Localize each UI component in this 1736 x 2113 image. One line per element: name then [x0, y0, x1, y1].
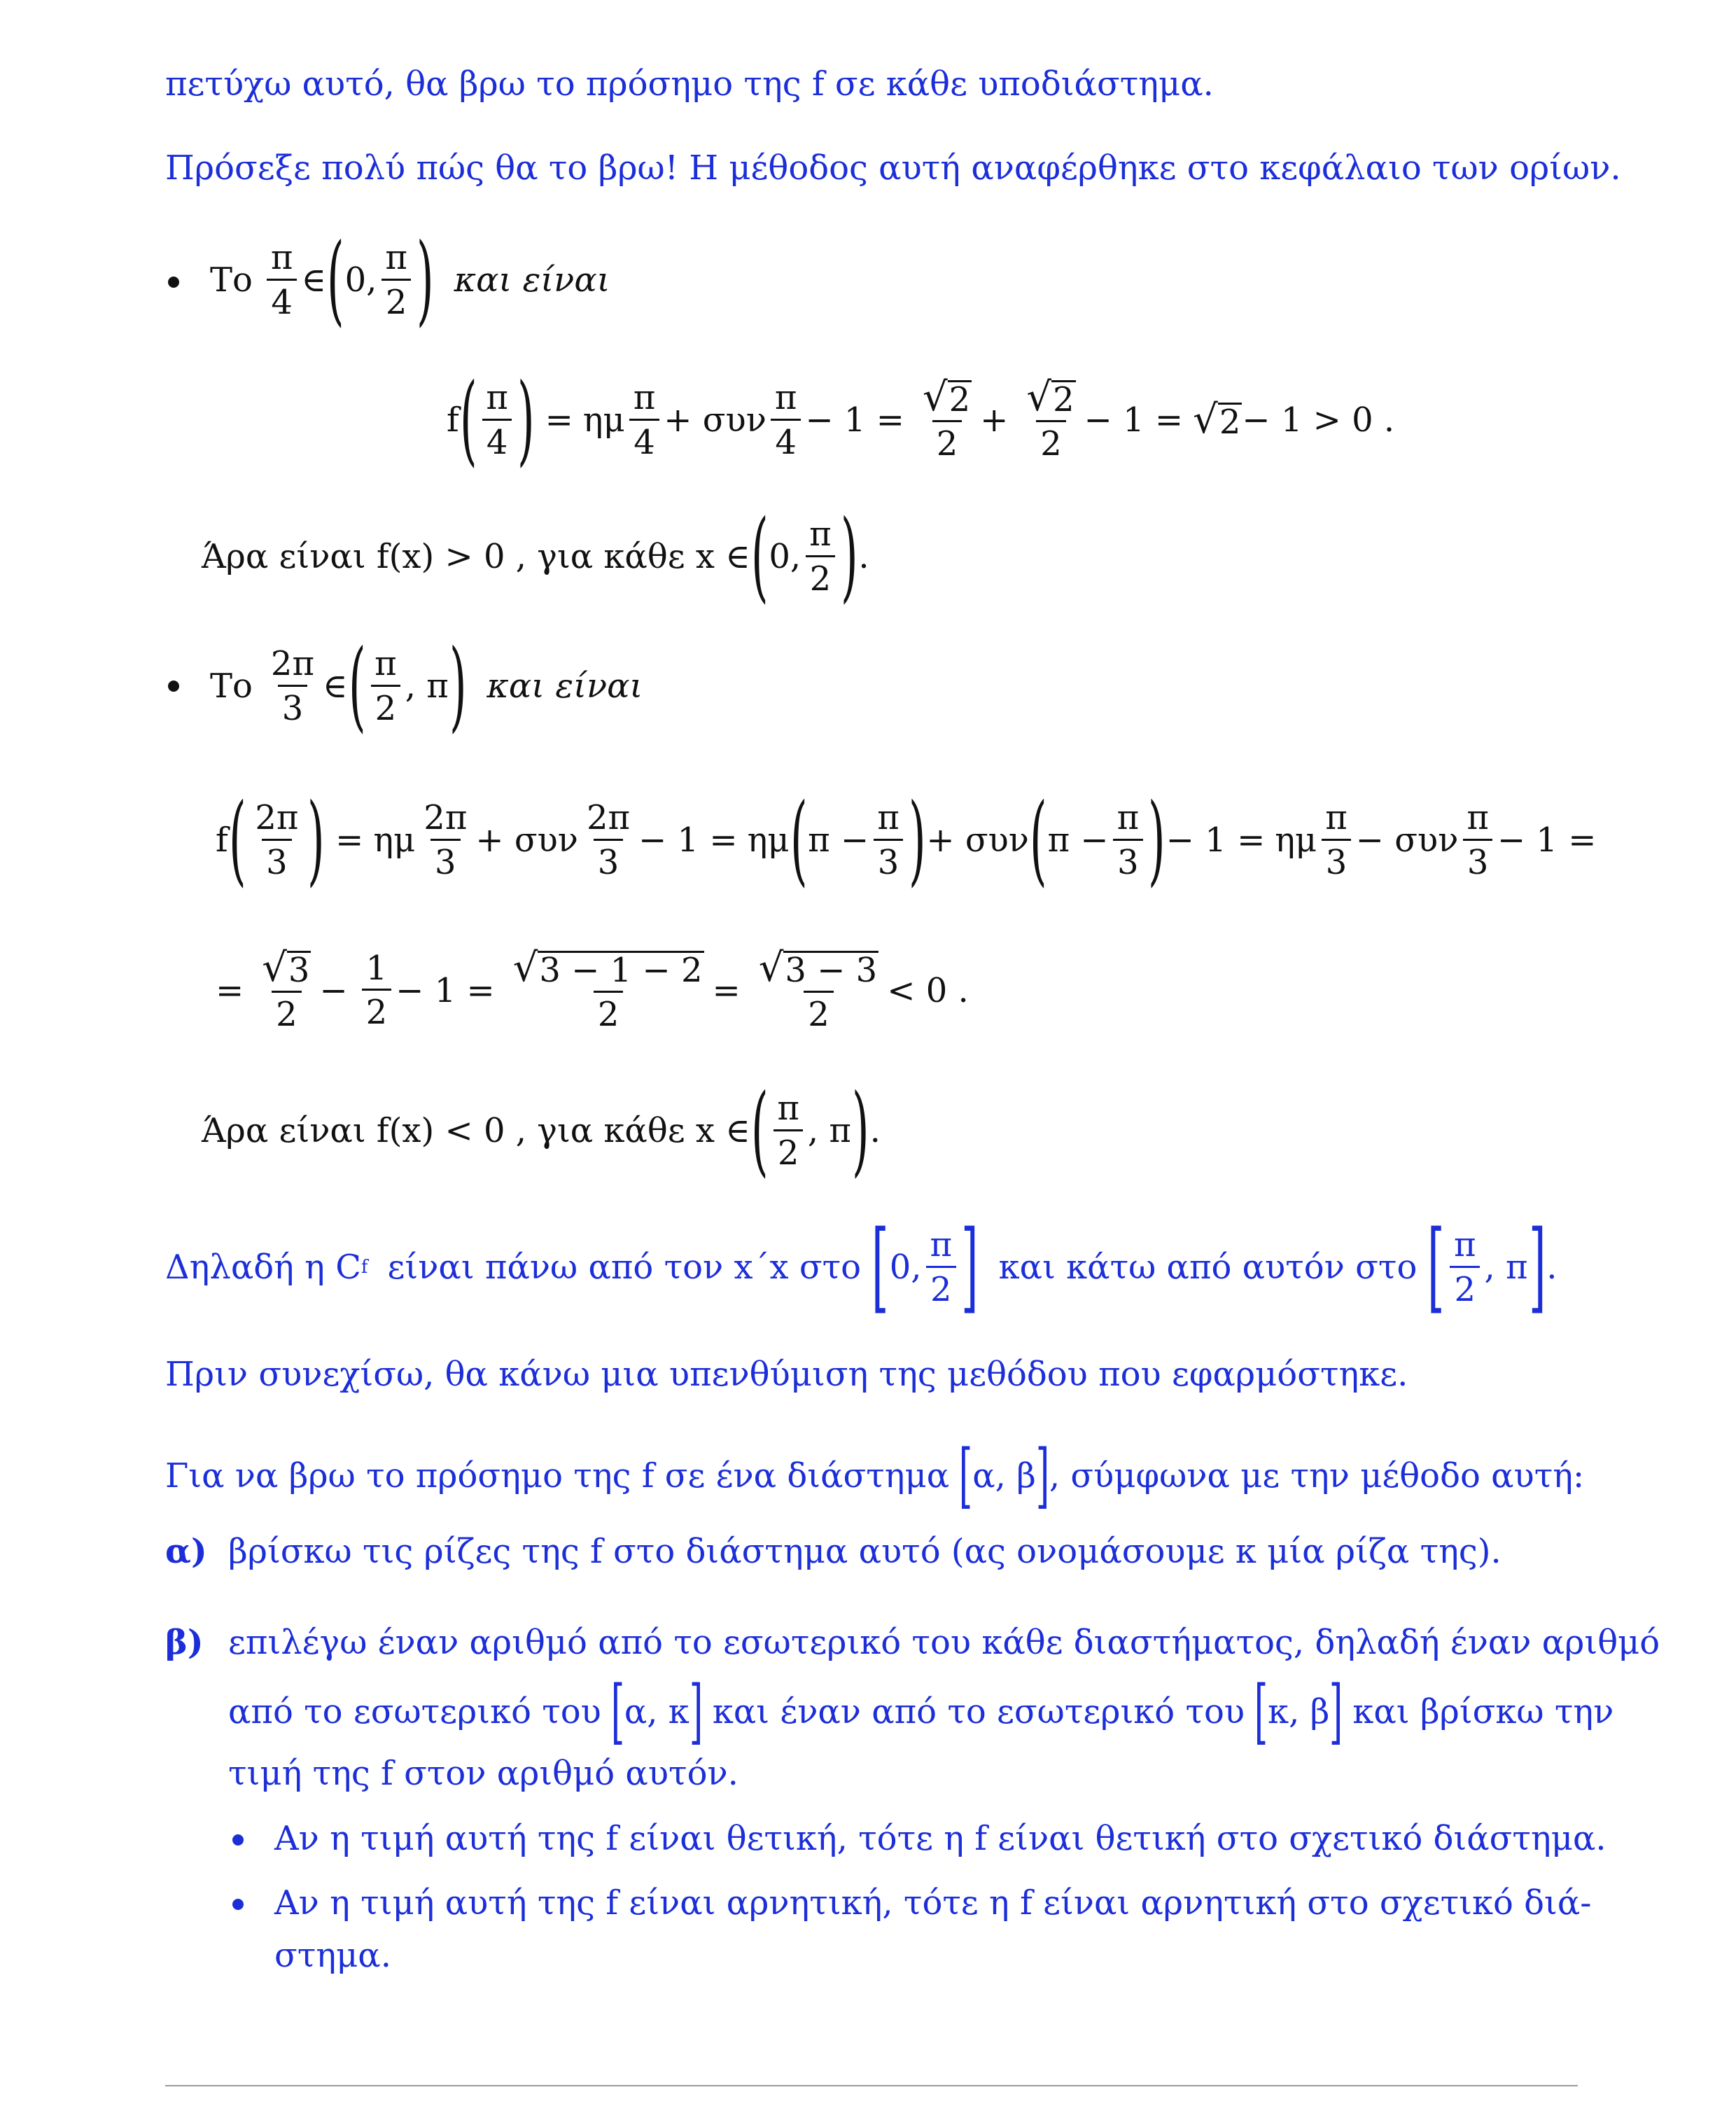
sub-bullet-1 — [232, 1834, 244, 1846]
reminder-intro: Πριν συνεχίσω, θα κάνω μια υπενθύμιση της μεθόδου που εφαρμόστηκε. — [165, 1355, 1408, 1394]
intro-line-2: Πρόσεξε πολύ πώς θα το βρω! Η μέθοδος αυτή αναφέρθηκε στο κεφάλαιο των ορίων. — [165, 148, 1621, 188]
bullet-2-statement: Το $\frac{2\pi}{3}$ ∈ ( $\frac{\pi}{2}$ , π ) και είναι — [210, 629, 643, 743]
step-beta-line-3: τιμή της f στον αριθμό αυτόν. — [228, 1754, 738, 1793]
footer-rule — [165, 2085, 1578, 2086]
step-beta-line-1: επιλέγω έναν αριθμό από το εσωτερικό του κάθε διαστήματος, δηλαδή έναν αριθμό — [228, 1623, 1660, 1662]
intro-line-1: πετύχω αυτό, θα βρω το πρόσημο της f σε κάθε υποδιάστημα. — [165, 64, 1214, 104]
sub-bullet-2-text-b: στημα. — [274, 1936, 391, 1975]
sub-bullet-2-text-a: Αν η τιμή αυτή της f είναι αρνητική, τότε η f είναι αρνητική στο σχετικό διά- — [274, 1883, 1592, 1923]
step-beta-label: β) — [165, 1623, 204, 1662]
step-beta-line-2: από το εσωτερικό του [ α, κ ] και έναν από το εσωτερικό του [ κ, β ] και βρίσκω την — [228, 1671, 1614, 1752]
sub-bullet-1-text: Αν η τιμή αυτή της f είναι θετική, τότε η f είναι θετική στο σχετικό διάστημα. — [274, 1819, 1606, 1858]
bullet-1 — [168, 277, 179, 288]
bullet-1-statement: Το $\frac{\pi}{4}$ ∈ ( 0, $\frac{\pi}{2}$ ) και είναι — [210, 223, 610, 337]
conclusion-positive: Άρα είναι f(x) > 0 , για κάθε x ∈ ( 0, $\frac{\pi}{2}$ ) . — [202, 499, 869, 613]
step-alpha-label: α) — [165, 1532, 207, 1571]
f-2pi-over-3-equation: f ( $\frac{2\pi}{3}$ ) = ημ $\frac{2\pi}{3}$ + συν $\frac{2\pi}{3}$ − 1 = ημ ( π − $\frac{\pi}{3}$ ) + συν ( π − $\frac{\pi}{3}$ ) − 1 = ημ $\frac{\pi}{3}$ − συν $\frac{\pi}{3}$ − 1 = — [216, 783, 1597, 897]
sub-bullet-2 — [232, 1899, 244, 1910]
method-intro: Για να βρω το πρόσημο της f σε ένα διάστημα [ α, β ] , σύμφωνα με την μέθοδο αυτή: — [165, 1435, 1585, 1516]
conclusion-negative: Άρα είναι f(x) < 0 , για κάθε x ∈ ( $\frac{\pi}{2}$ , π ) . — [202, 1073, 881, 1187]
summary-line: Δηλαδή η C f είναι πάνω από τον x΄x στο [ 0, $\frac{\pi}{2}$ ] και κάτω από αυτόν στο [ $\frac{\pi}{2}$ , π ] . — [165, 1210, 1558, 1324]
bullet-2 — [168, 681, 179, 692]
sqrt3-continuation: = √ 3 2 − $\frac{1}{2}$ − 1 = √ 3 − 1 − 2 2 = √ 3 − 3 2 < 0 . — [216, 945, 969, 1034]
f-pi-over-4-equation: f ( $\frac{\pi}{4}$ ) = ημ $\frac{\pi}{4}$ + συν $\frac{\pi}{4}$ − 1 = √ 2 2 + √ 2 2 − 1 = √ 2 − 1 > 0 . — [447, 363, 1395, 477]
step-alpha-text: βρίσκω τις ρίζες της f στο διάστημα αυτό (ας ονομάσουμε κ μία ρίζα της). — [228, 1532, 1502, 1571]
